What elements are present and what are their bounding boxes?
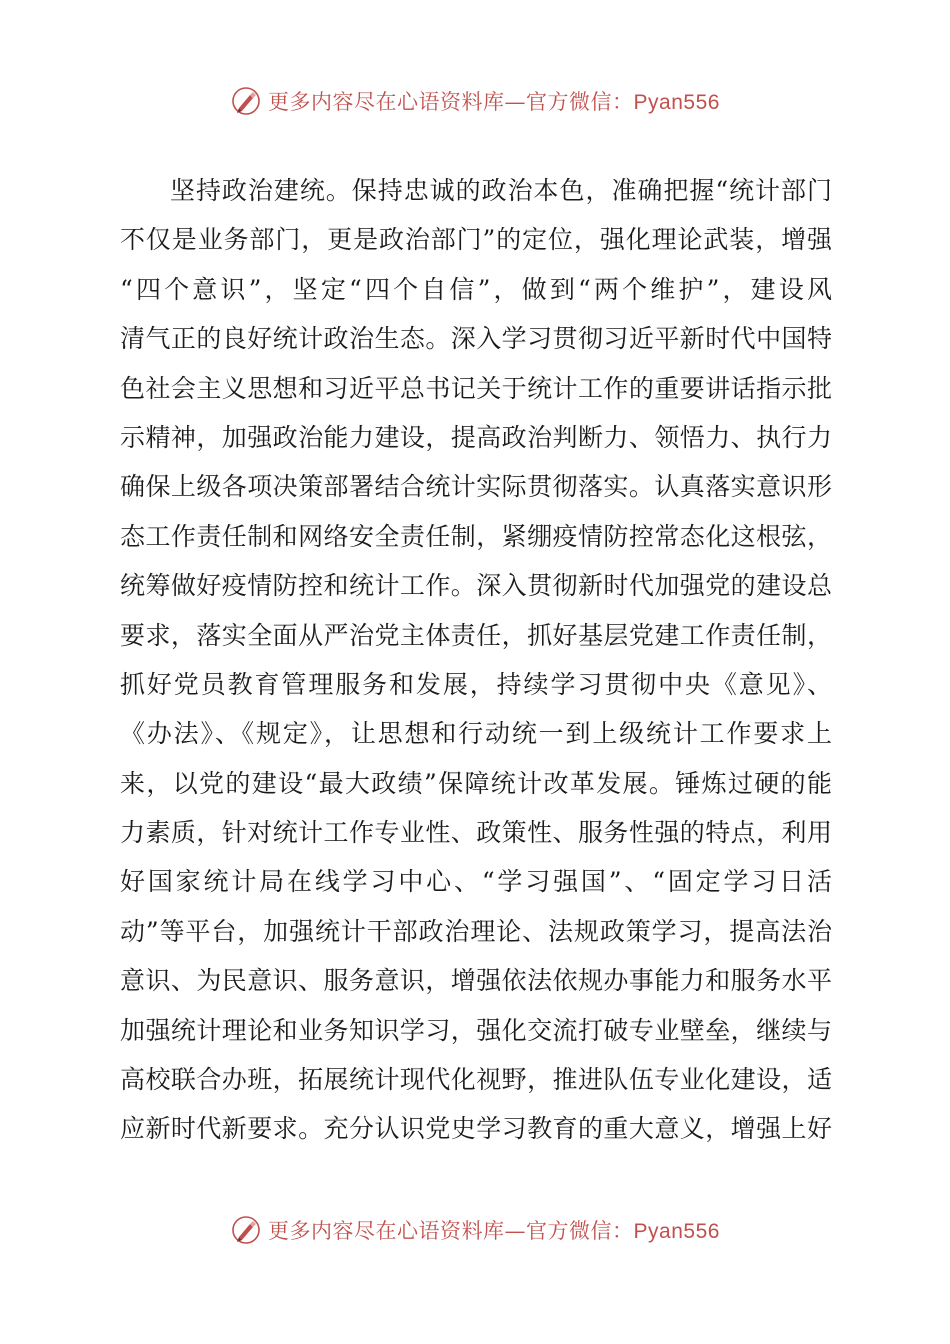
paragraph-line: 《办法》、《规定》，让思想和行动统一到上级统计工作要求上	[120, 719, 832, 749]
paragraph-line: 加强统计理论和业务知识学习，强化交流打破专业壁垒，继续与	[120, 1015, 832, 1045]
paragraph-line: 动”等平台，加强统计干部政治理论、法规政策学习，提高法治	[120, 916, 832, 946]
header-watermark-banner	[0, 79, 950, 123]
paragraph-line: 意识、为民意识、服务意识，增强依法依规办事能力和服务水平	[120, 966, 832, 996]
watermark-text	[268, 1215, 720, 1245]
paragraph-line: 色社会主义思想和习近平总书记关于统计工作的重要讲话指示批	[120, 373, 832, 403]
watermark-wechat-id: Pyan556	[633, 1220, 720, 1243]
paragraph-line: 要求，落实全面从严治党主体责任，抓好基层党建工作责任制，	[120, 620, 832, 650]
paragraph-line: 高校联合办班，拓展统计现代化视野，推进队伍专业化建设，适	[120, 1065, 832, 1095]
pen-logo-icon	[230, 85, 262, 117]
paragraph-line: 应新时代新要求。充分认识党史学习教育的重大意义，增强上好	[120, 1114, 832, 1144]
paragraph-line: 确保上级各项决策部署结合统计实际贯彻落实。认真落实意识形	[120, 472, 832, 502]
paragraph-line: 好国家统计局在线学习中心、“学习强国”、“固定学习日活	[120, 867, 832, 897]
paragraph-line: “四个意识”，坚定“四个自信”，做到“两个维护”，建设风	[120, 274, 832, 304]
paragraph-line: 清气正的良好统计政治生态。深入学习贯彻习近平新时代中国特	[120, 324, 832, 354]
watermark-wechat-id: Pyan556	[633, 91, 720, 114]
paragraph-line: 统筹做好疫情防控和统计工作。深入贯彻新时代加强党的建设总	[120, 571, 832, 601]
watermark-text-cn: 更多内容尽在心语资料库—官方微信：	[268, 1219, 634, 1243]
paragraph-line: 示精神，加强政治能力建设，提高政治判断力、领悟力、执行力	[120, 422, 832, 452]
pen-logo-icon	[230, 1214, 262, 1246]
paragraph-line: 态工作责任制和网络安全责任制，紧绷疫情防控常态化这根弦，	[120, 521, 832, 551]
document-body	[120, 166, 832, 1154]
watermark-text-cn: 更多内容尽在心语资料库—官方微信：	[268, 90, 634, 114]
paragraph-line: 抓好党员教育管理服务和发展，持续学习贯彻中央《意见》、	[120, 669, 832, 699]
footer-watermark-banner	[0, 1208, 950, 1252]
watermark-text	[268, 86, 720, 116]
paragraph-line: 不仅是业务部门，更是政治部门”的定位，强化理论武装，增强	[120, 225, 832, 255]
paragraph-line: 坚持政治建统。保持忠诚的政治本色，准确把握“统计部门	[170, 176, 832, 205]
paragraph-line: 力素质，针对统计工作专业性、政策性、服务性强的特点，利用	[120, 818, 832, 848]
paragraph-line: 来，以党的建设“最大政绩”保障统计改革发展。锤炼过硬的能	[120, 768, 832, 798]
